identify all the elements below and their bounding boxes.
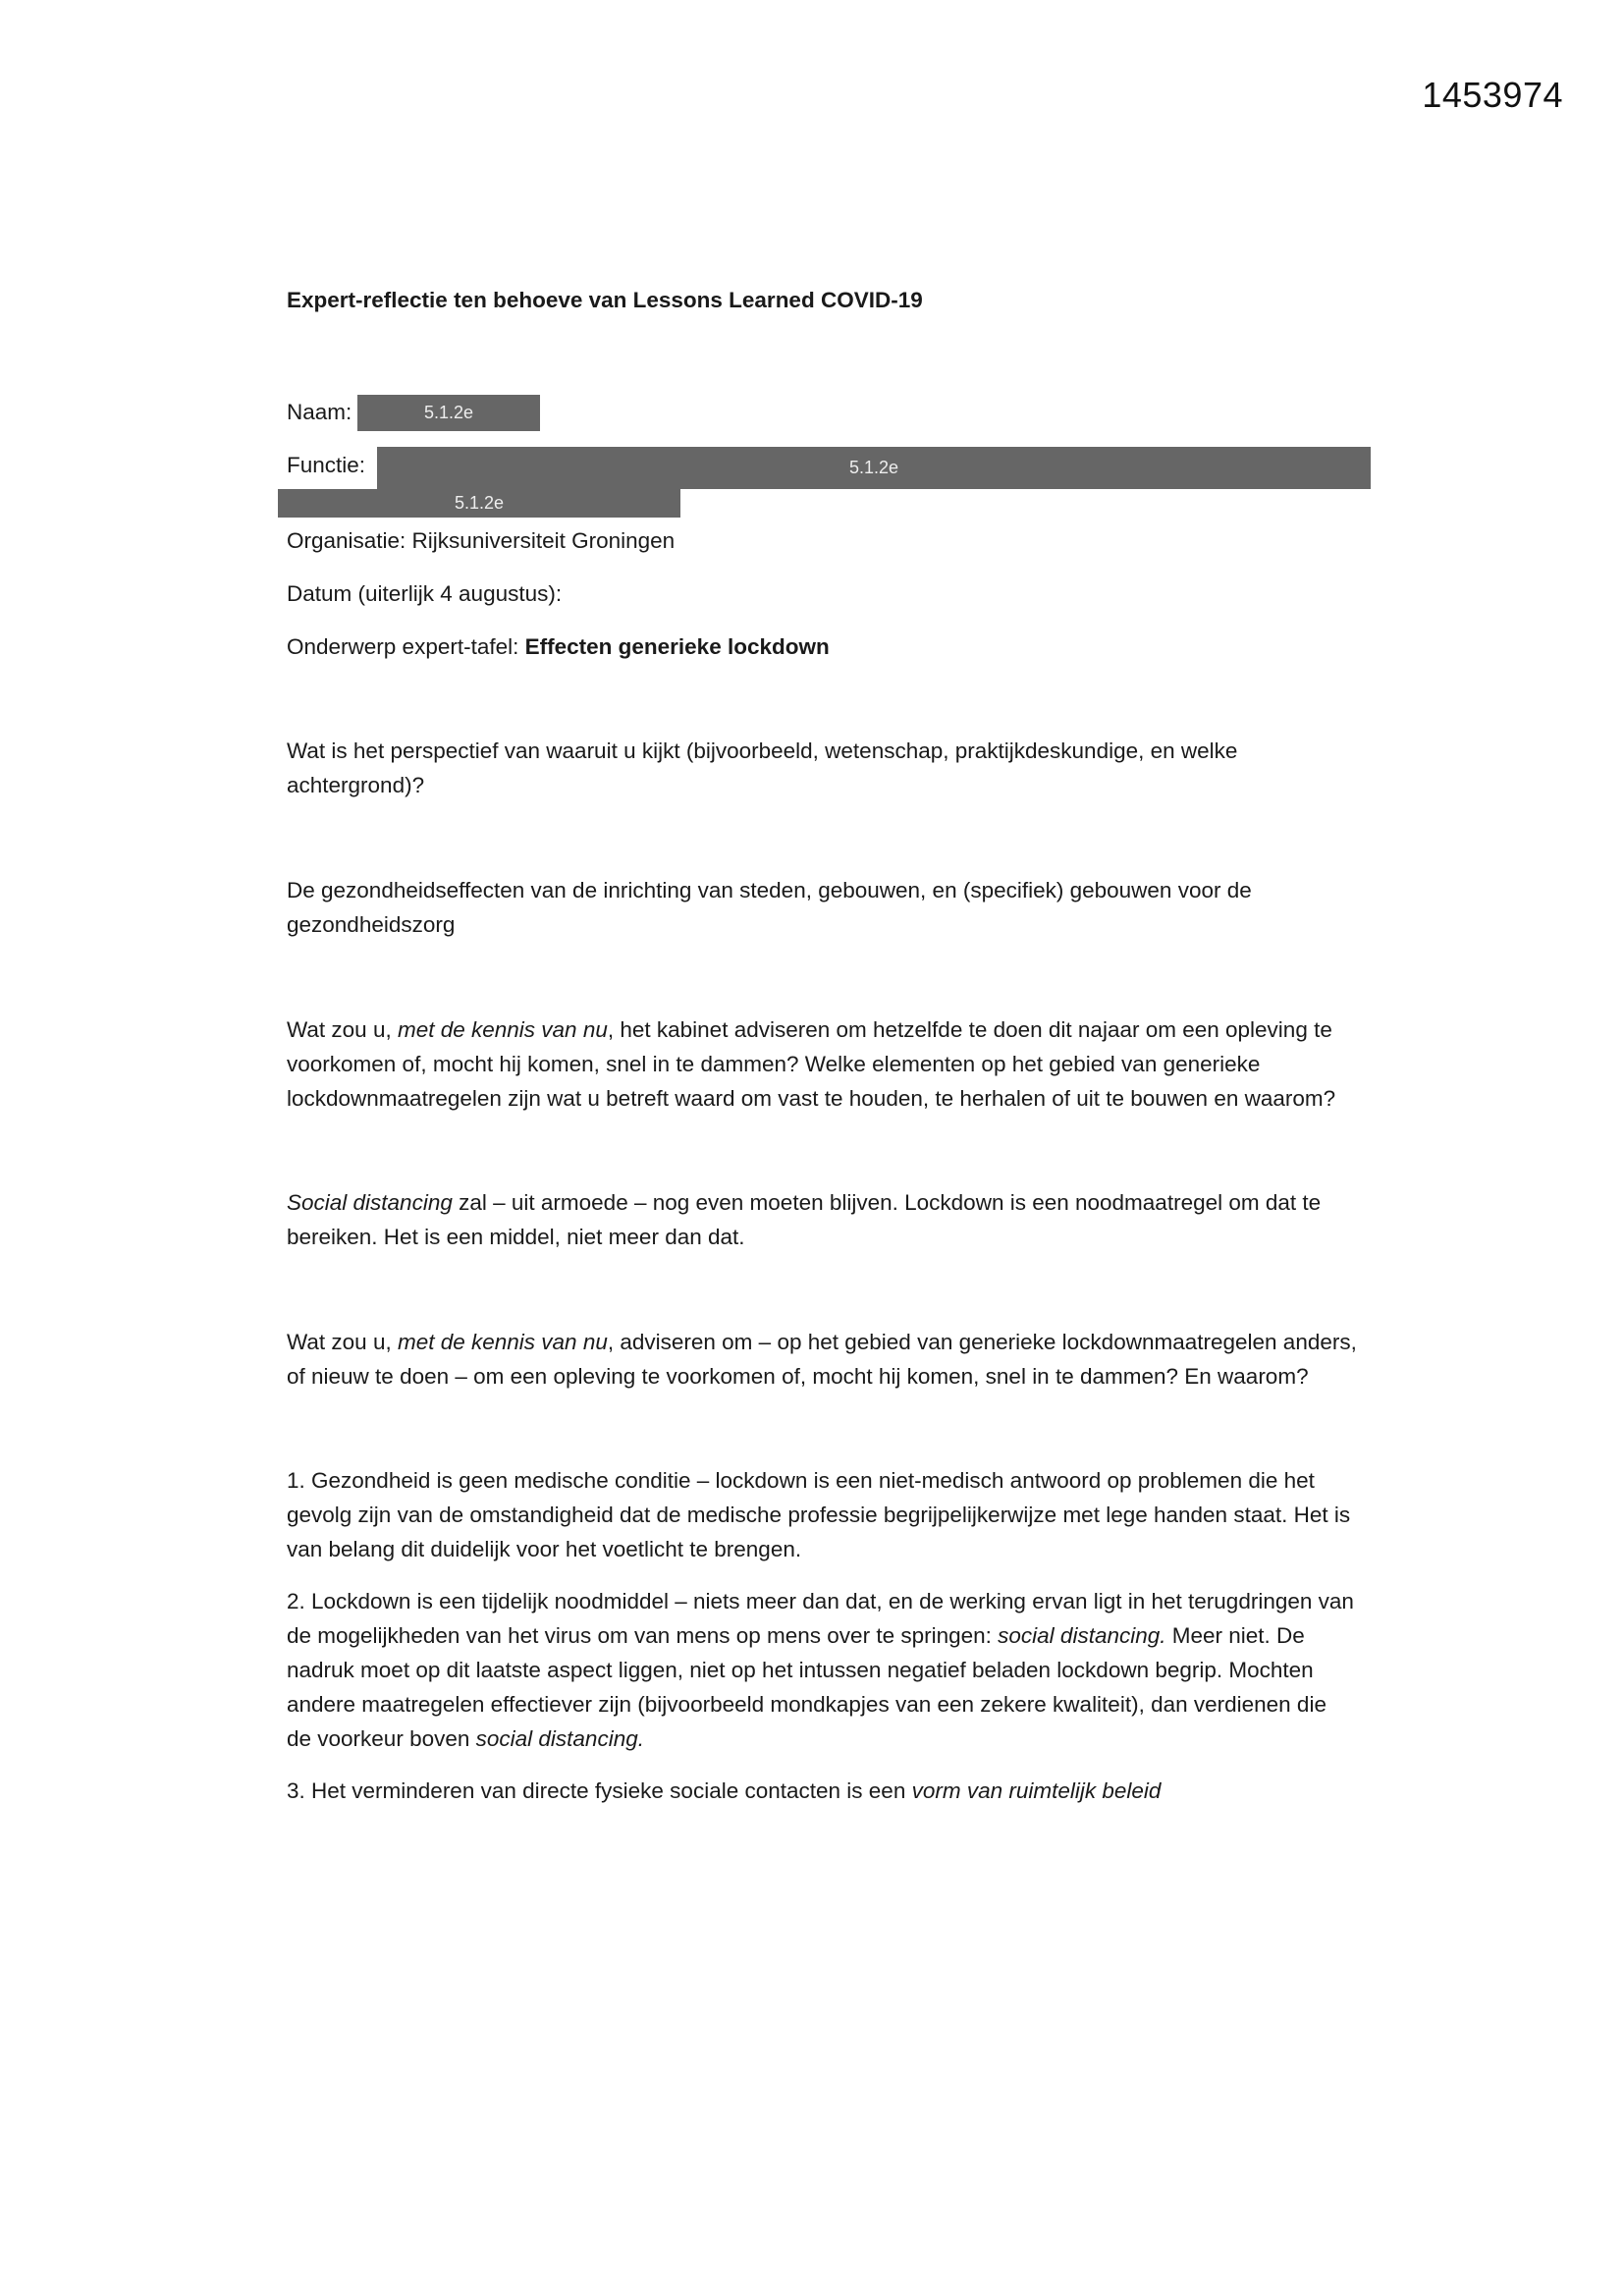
onderwerp-value: Effecten generieke lockdown xyxy=(524,634,830,659)
item-3-part-a: 3. Het verminderen van directe fysieke sociale contacten is een xyxy=(287,1778,912,1803)
item-3-em: vorm van ruimtelijk beleid xyxy=(911,1778,1162,1803)
organisatie-field: Organisatie: Rijksuniversiteit Groningen xyxy=(287,528,676,553)
functie-redaction: 5.1.2e xyxy=(377,447,1371,489)
functie-label: Functie: xyxy=(287,452,366,477)
answer-2-em: Social distancing xyxy=(287,1190,453,1215)
functie-field xyxy=(287,445,1357,484)
item-2-part-a: 2. Lockdown is een tijdelijk noodmiddel – niets meer dan dat, en de werking ervan ligt in het terugdringen van de mogelijkheden van het virus om van mens op mens over te springen: xyxy=(287,1589,1354,1648)
question-3 xyxy=(287,1325,1357,1394)
question-3-em: met de kennis van nu xyxy=(397,1330,608,1354)
item-2-part-b: Meer niet. De nadruk moet op dit laatste aspect liggen, niet op het intussen negatief beladen lockdown begrip. Mochten andere maatregelen effectiever zijn (bijvoorbeeld mondkapjes van een zekere kwaliteit), dan verdienen die de voorkeur boven xyxy=(287,1623,1326,1751)
question-3-post: , adviseren om – op het gebied van generieke lockdownmaatregelen anders, of nieuw te doen – om een opleving te voorkomen of, mocht hij komen, snel in te dammen? En waarom? xyxy=(287,1330,1357,1389)
item-2-em-1: social distancing. xyxy=(998,1623,1166,1648)
question-2 xyxy=(287,1012,1357,1116)
naam-field xyxy=(287,392,1357,431)
answer-2-post: zal – uit armoede – nog even moeten blijven. Lockdown is een noodmaatregel om dat te bereiken. Het is een middel, niet meer dan dat. xyxy=(287,1190,1322,1249)
answer-3-item-2 xyxy=(287,1584,1357,1756)
datum-field: Datum (uiterlijk 4 augustus): xyxy=(287,581,563,606)
functie-redaction-2: 5.1.2e xyxy=(278,489,680,518)
naam-label: Naam: xyxy=(287,399,352,424)
question-1: Wat is het perspectief van waaruit u kijkt (bijvoorbeeld, wetenschap, praktijkdeskundige, en welke achtergrond)? xyxy=(287,738,1238,797)
answer-1: De gezondheidseffecten van de inrichting van steden, gebouwen, en (specifiek) gebouwen voor de gezondheidszorg xyxy=(287,878,1252,937)
answer-3-item-3 xyxy=(287,1774,1357,1808)
question-2-pre: Wat zou u, xyxy=(287,1017,398,1042)
question-2-em: met de kennis van nu xyxy=(397,1017,608,1042)
question-2-post: , het kabinet adviseren om hetzelfde te doen dit najaar om een opleving te voorkomen of, mocht hij komen, snel in te dammen? Welke elementen op het gebied van generieke lockdownmaatregelen zijn wat u betreft waard om vast te houden, te herhalen of uit te bouwen en waarom? xyxy=(287,1017,1336,1111)
answer-2 xyxy=(287,1185,1357,1254)
question-3-pre: Wat zou u, xyxy=(287,1330,398,1354)
onderwerp-label: Onderwerp expert-tafel: xyxy=(287,634,525,659)
onderwerp-field xyxy=(287,629,1357,664)
document-title: Expert-reflectie ten behoeve van Lessons Learned COVID-19 xyxy=(287,288,923,312)
item-2-em-2: social distancing. xyxy=(475,1726,644,1751)
answer-3-item-1: 1. Gezondheid is geen medische conditie – lockdown is een niet-medisch antwoord op problemen die het gevolg zijn van de omstandigheid dat de medische professie begrijpelijkerwijze met lege handen staat. Het is van belang dit duidelijk voor het voetlicht te brengen. xyxy=(287,1468,1351,1561)
document-number: 1453974 xyxy=(1422,75,1563,115)
document-body xyxy=(287,283,1357,1808)
naam-redaction: 5.1.2e xyxy=(357,395,540,431)
